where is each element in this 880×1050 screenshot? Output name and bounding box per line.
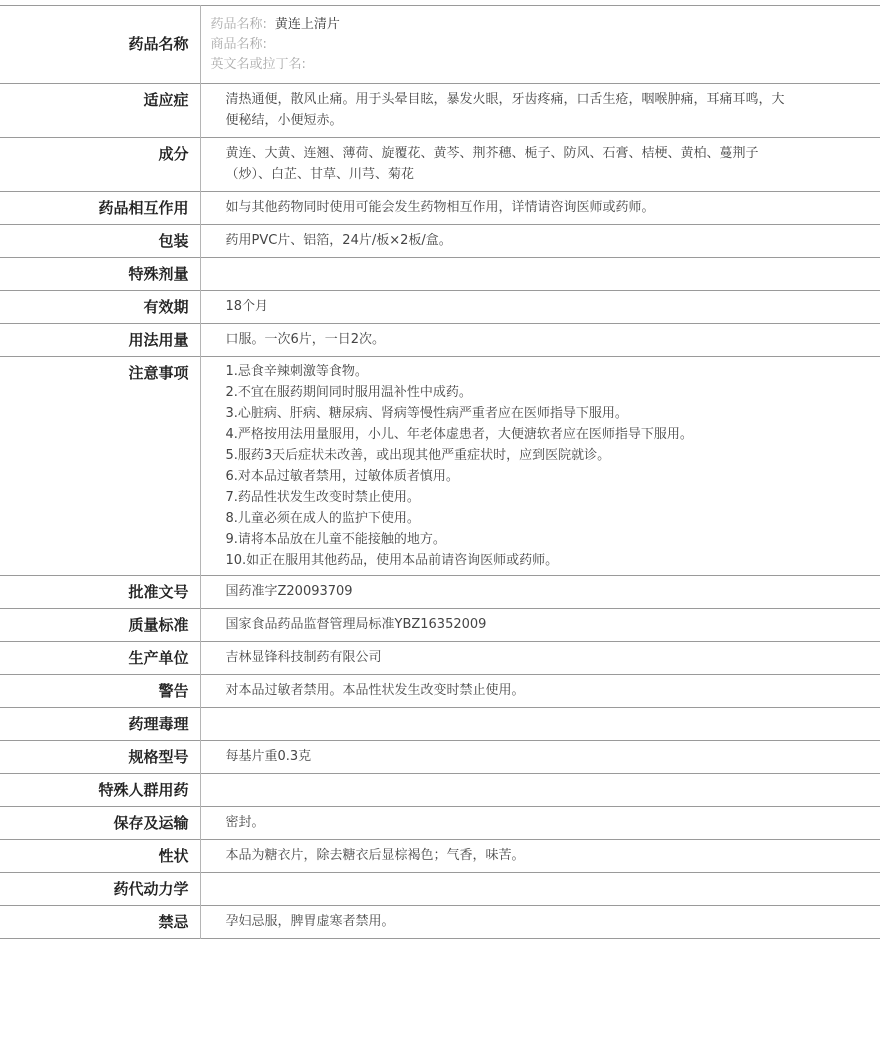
row-indications <box>0 84 880 138</box>
row-quality-standard <box>0 609 880 642</box>
label-storage: 保存及运输 <box>0 807 200 840</box>
label-manufacturer: 生产单位 <box>0 642 200 675</box>
value-shelf-life: 18个月 <box>225 299 269 314</box>
value-pharmacology <box>200 708 880 741</box>
precautions-list <box>226 361 791 571</box>
value-contraindications: 孕妇忌服，脾胃虚寒者禁用。 <box>225 914 395 929</box>
row-storage <box>0 807 880 840</box>
row-contraindications <box>0 906 880 939</box>
label-pharmacology: 药理毒理 <box>0 708 200 741</box>
precaution-item: 4.严格按用法用量服用，小儿、年老体虚患者，大便溏软者应在医师指导下服用。 <box>225 427 693 442</box>
row-approval-number <box>0 576 880 609</box>
english-name-line <box>211 55 871 75</box>
value-usage: 口服。一次6片，一日2次。 <box>225 332 386 347</box>
row-ingredients <box>0 138 880 192</box>
label-usage: 用法用量 <box>0 324 200 357</box>
precaution-item: 3.心脏病、肝病、糖尿病、肾病等慢性病严重者应在医师指导下服用。 <box>225 406 628 421</box>
value-approval-number: 国药准字Z20093709 <box>225 584 353 599</box>
row-pharmacology <box>0 708 880 741</box>
row-package <box>0 225 880 258</box>
value-drug-name <box>200 6 880 84</box>
value-storage: 密封。 <box>225 815 265 830</box>
value-indications: 清热通便，散风止痛。用于头晕目眩，暴发火眼，牙齿疼痛，口舌生疮，咽喉肿痛，耳痛耳鸣，大便秘结，小便短赤。 <box>225 92 785 128</box>
value-pharmacokinetics <box>200 873 880 906</box>
label-special-dosage: 特殊剂量 <box>0 258 200 291</box>
row-precautions <box>0 357 880 576</box>
label-shelf-life: 有效期 <box>0 291 200 324</box>
row-interactions <box>0 192 880 225</box>
value-quality-standard: 国家食品药品监督管理局标准YBZ16352009 <box>225 617 487 632</box>
label-drug-name: 药品名称 <box>0 6 200 84</box>
label-quality-standard: 质量标准 <box>0 609 200 642</box>
label-specification: 规格型号 <box>0 741 200 774</box>
label-indications: 适应症 <box>0 84 200 138</box>
precaution-item: 8.儿童必须在成人的监护下使用。 <box>225 511 420 526</box>
row-warning <box>0 675 880 708</box>
label-special-population: 特殊人群用药 <box>0 774 200 807</box>
precaution-item: 7.药品性状发生改变时禁止使用。 <box>225 490 420 505</box>
row-usage <box>0 324 880 357</box>
label-appearance: 性状 <box>0 840 200 873</box>
value-precautions <box>200 357 880 576</box>
label-contraindications: 禁忌 <box>0 906 200 939</box>
row-manufacturer <box>0 642 880 675</box>
value-specification: 每基片重0.3克 <box>225 749 312 764</box>
row-shelf-life <box>0 291 880 324</box>
value-special-dosage <box>200 258 880 291</box>
precaution-item: 9.请将本品放在儿童不能接触的地方。 <box>225 532 446 547</box>
drug-spec-table <box>0 5 880 939</box>
value-manufacturer: 吉林显锋科技制药有限公司 <box>225 650 382 665</box>
value-interactions: 如与其他药物同时使用可能会发生药物相互作用，详情请咨询医师或药师。 <box>225 200 655 215</box>
label-approval-number: 批准文号 <box>0 576 200 609</box>
label-warning: 警告 <box>0 675 200 708</box>
row-drug-name <box>0 6 880 84</box>
precaution-item: 6.对本品过敏者禁用，过敏体质者慎用。 <box>225 469 459 484</box>
label-precautions: 注意事项 <box>0 357 200 576</box>
generic-name-line <box>211 15 871 35</box>
trade-name-key: 商品名称: <box>210 37 267 52</box>
generic-name-value: 黄连上清片 <box>274 17 340 32</box>
precaution-item: 2.不宜在服药期间同时服用温补性中成药。 <box>225 385 472 400</box>
value-package: 药用PVC片、铝箔，24片/板×2板/盒。 <box>225 233 452 248</box>
row-appearance <box>0 840 880 873</box>
precaution-item: 10.如正在服用其他药品，使用本品前请咨询医师或药师。 <box>225 553 559 568</box>
row-specification <box>0 741 880 774</box>
label-ingredients: 成分 <box>0 138 200 192</box>
precaution-item: 5.服药3天后症状未改善，或出现其他严重症状时，应到医院就诊。 <box>225 448 611 463</box>
label-package: 包装 <box>0 225 200 258</box>
row-special-population <box>0 774 880 807</box>
value-warning: 对本品过敏者禁用。本品性状发生改变时禁止使用。 <box>225 683 525 698</box>
value-ingredients: 黄连、大黄、连翘、薄荷、旋覆花、黄芩、荆芥穗、栀子、防风、石膏、桔梗、黄柏、蔓荆子（炒）、白芷、甘草、川芎、菊花 <box>225 146 759 182</box>
precaution-item: 1.忌食辛辣刺激等食物。 <box>225 364 368 379</box>
value-appearance: 本品为糖衣片，除去糖衣后显棕褐色；气香，味苦。 <box>225 848 525 863</box>
label-interactions: 药品相互作用 <box>0 192 200 225</box>
generic-name-key: 药品名称: <box>210 17 267 32</box>
label-pharmacokinetics: 药代动力学 <box>0 873 200 906</box>
trade-name-line <box>211 35 871 55</box>
row-pharmacokinetics <box>0 873 880 906</box>
value-special-population <box>200 774 880 807</box>
english-name-key: 英文名或拉丁名: <box>210 57 306 72</box>
row-special-dosage <box>0 258 880 291</box>
